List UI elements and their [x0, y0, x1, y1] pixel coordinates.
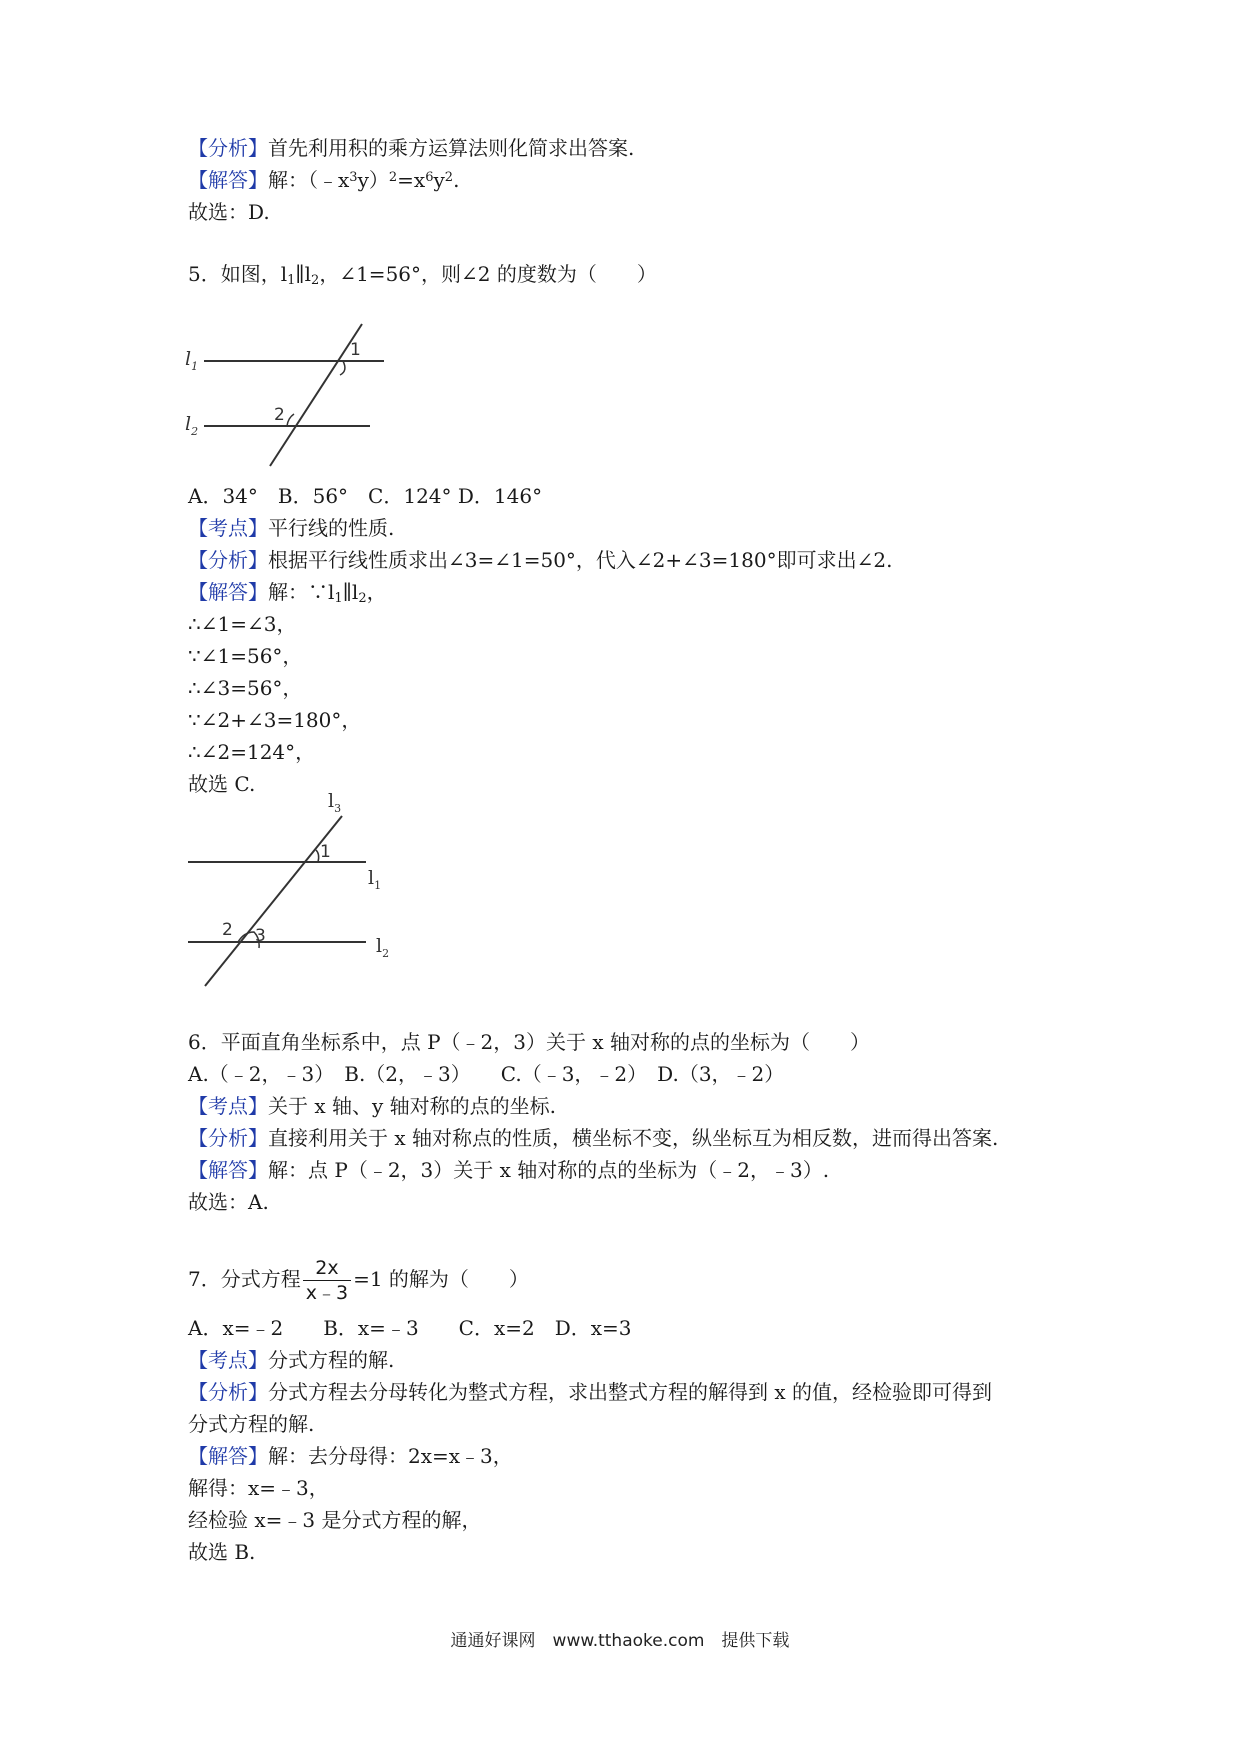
q5-figure-2: [180, 792, 400, 992]
q5-figure-1: [180, 318, 400, 468]
q5-options: A．34° B．56° C．124° D．146°: [188, 484, 543, 508]
tag-solution: 【解答】: [188, 1444, 268, 1468]
angle-1-arc: [340, 361, 345, 375]
q7-topic: 【考点】分式方程的解.: [188, 1348, 395, 1372]
q6-topic: 【考点】关于 x 轴、y 轴对称的点的坐标.: [188, 1094, 557, 1118]
q6-stem: 6．平面直角坐标系中，点 P（﹣2，3）关于 x 轴对称的点的坐标为（ ）: [188, 1030, 870, 1054]
q5-solution: 【解答】解：$\because l_1\parallel l_2$，: [188, 580, 387, 606]
q5-step: ∴∠2=124°，: [188, 740, 316, 764]
q4-solution: [188, 166, 459, 194]
q6-solution: 【解答】解：点 P（﹣2，3）关于 x 轴对称的点的坐标为（﹣2，﹣3）.: [188, 1158, 830, 1182]
q5-step: ∴∠1=∠3，: [188, 612, 297, 636]
footer-download-note: 通通好课网 www.tthaoke.com 提供下载: [450, 1631, 790, 1651]
q7-analysis: 【分析】分式方程去分母转化为整式方程，求出整式方程的解得到 x 的值，经检验即可得到: [188, 1380, 992, 1404]
q6-options: A.（﹣2，﹣3） B.（2，﹣3） C.（﹣3，﹣2） D.（3，﹣2）: [188, 1062, 785, 1086]
label-angle-1: 1: [320, 842, 331, 862]
q5-topic: 【考点】平行线的性质.: [188, 516, 395, 540]
q7-step: 经检验 x=﹣3 是分式方程的解，: [188, 1508, 482, 1532]
transversal: [270, 324, 362, 466]
q5-choice: 故选 C.: [188, 772, 256, 796]
tag-solution: 【解答】: [188, 168, 268, 192]
label-angle-3: 3: [255, 926, 266, 946]
q7-analysis-cont: 分式方程的解.: [188, 1412, 315, 1436]
q6-choice: 故选：A.: [188, 1190, 269, 1214]
tag-solution: 【解答】: [188, 580, 268, 604]
label-l1: $l_1$: [185, 348, 199, 373]
q4-choice: 故选：D.: [188, 200, 270, 224]
label-l2: $l_2$: [185, 413, 199, 438]
q7-solution: 【解答】解：去分母得：2x=x﹣3，: [188, 1444, 513, 1468]
angle-1-arc: [316, 850, 319, 862]
tag-solution: 【解答】: [188, 1158, 268, 1182]
angle-2-arc: [287, 414, 294, 426]
q5-step: ∵∠1=56°，: [188, 644, 303, 668]
q7-stem: 7．分式方程 $\frac{2x}{x﹣3}$ =1 的解为（ ）: [188, 1257, 529, 1304]
label-l1: $l_1$: [368, 867, 382, 892]
label-l2: $l_2$: [376, 935, 390, 960]
tag-topic: 【考点】: [188, 1094, 268, 1118]
q5-stem: 5．如图，$l_1\parallel l_2$，∠1=56°，则∠2 的度数为（ ）: [188, 262, 657, 288]
label-angle-2: 2: [274, 405, 285, 425]
q5-step: ∵∠2+∠3=180°，: [188, 708, 362, 732]
solution-text: 解：$(﹣x^3y)^2=x^6y^2$.: [268, 168, 460, 192]
label-angle-1: 1: [350, 340, 361, 360]
q5-analysis: 【分析】根据平行线性质求出∠3=∠1=50°，代入∠2+∠3=180°即可求出∠2.: [188, 548, 893, 572]
q7-choice: 故选 B.: [188, 1540, 256, 1564]
label-l3: $l_3$: [328, 792, 342, 815]
fraction: $\frac{2x}{x﹣3}$: [303, 1256, 351, 1305]
tag-analysis: 【分析】: [188, 548, 268, 572]
tag-analysis: 【分析】: [188, 136, 268, 160]
q7-options: A．x=﹣2 B．x=﹣3 C．x=2 D．x=3: [188, 1316, 632, 1340]
label-angle-2: 2: [222, 920, 233, 940]
tag-analysis: 【分析】: [188, 1126, 268, 1150]
q4-analysis: [188, 134, 634, 162]
q5-step: ∴∠3=56°，: [188, 676, 303, 700]
tag-topic: 【考点】: [188, 1348, 268, 1372]
tag-topic: 【考点】: [188, 516, 268, 540]
analysis-text: 首先利用积的乘方运算法则化简求出答案.: [268, 136, 635, 160]
q6-analysis: 【分析】直接利用关于 x 轴对称点的性质，横坐标不变，纵坐标互为相反数，进而得出答案.: [188, 1126, 999, 1150]
tag-analysis: 【分析】: [188, 1380, 268, 1404]
q7-step: 解得：x=﹣3，: [188, 1476, 329, 1500]
